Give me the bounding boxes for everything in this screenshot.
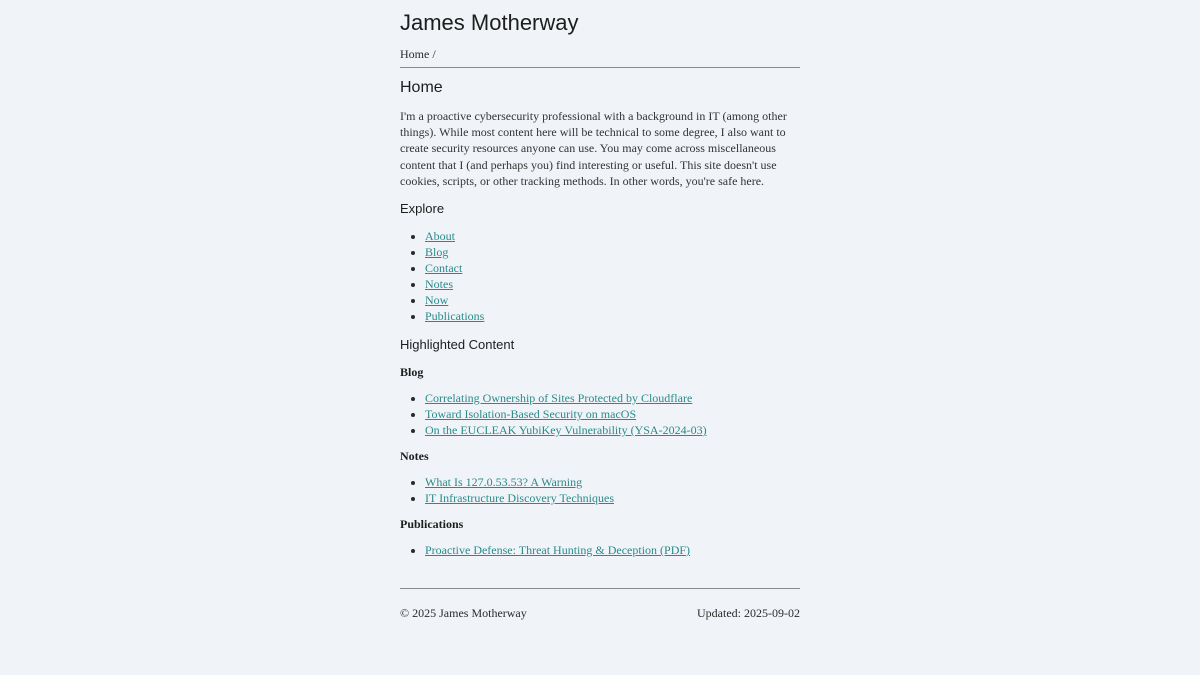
publications-highlight-list	[400, 542, 690, 558]
nav-link-about[interactable]: About	[425, 229, 455, 243]
footer-updated-date: Updated: 2025-09-02	[697, 606, 800, 620]
site-title[interactable]: James Motherway	[400, 10, 579, 35]
highlighted-content-heading: Highlighted Content	[400, 337, 515, 352]
blog-section-heading: Blog	[400, 365, 424, 379]
notes-link-127-0-53-53[interactable]: What Is 127.0.53.53? A Warning	[425, 475, 583, 489]
notes-highlight-list	[400, 474, 614, 506]
list-item	[425, 490, 614, 506]
list-item	[425, 228, 484, 244]
blog-link-eucleak[interactable]: On the EUCLEAK YubiKey Vulnerability (YSA-2024-03)	[425, 423, 707, 437]
list-item	[425, 422, 707, 438]
intro-paragraph: I'm a proactive cybersecurity professional with a background in IT (among other things). While most content here will be technical to some degree, I also want to create security resources anyone can use. You may come across miscellaneous content that I (and perhaps you) find interesting or useful. This site doesn't use cookies, scripts, or other tracking methods. In other words, you're safe here.	[400, 109, 787, 188]
list-item	[425, 260, 484, 276]
publication-link-proactive-defense[interactable]: Proactive Defense: Threat Hunting & Deception (PDF)	[425, 543, 691, 557]
blog-highlight-list	[400, 390, 707, 438]
nav-link-now[interactable]: Now	[425, 293, 449, 307]
list-item	[425, 276, 484, 292]
blog-link-cloudflare[interactable]: Correlating Ownership of Sites Protected by Cloudflare	[425, 391, 693, 405]
notes-link-it-discovery[interactable]: IT Infrastructure Discovery Techniques	[425, 491, 614, 505]
list-item	[425, 406, 707, 422]
explore-heading: Explore	[400, 201, 445, 216]
notes-section-heading: Notes	[400, 449, 429, 463]
footer-divider	[400, 588, 800, 589]
list-item	[425, 292, 484, 308]
nav-link-contact[interactable]: Contact	[425, 261, 463, 275]
explore-list	[400, 228, 484, 324]
list-item	[425, 542, 690, 558]
list-item	[425, 244, 484, 260]
list-item	[425, 474, 614, 490]
publications-section-heading: Publications	[400, 517, 464, 531]
nav-link-blog[interactable]: Blog	[425, 245, 449, 259]
list-item	[425, 390, 707, 406]
blog-link-macos-isolation[interactable]: Toward Isolation-Based Security on macOS	[425, 407, 637, 421]
footer-copyright: © 2025 James Motherway	[400, 606, 527, 620]
breadcrumb[interactable]: Home /	[400, 47, 436, 61]
header-divider	[400, 67, 800, 68]
nav-link-notes[interactable]: Notes	[425, 277, 453, 291]
list-item	[425, 308, 484, 324]
page-title: Home	[400, 79, 443, 96]
nav-link-publications[interactable]: Publications	[425, 309, 485, 323]
